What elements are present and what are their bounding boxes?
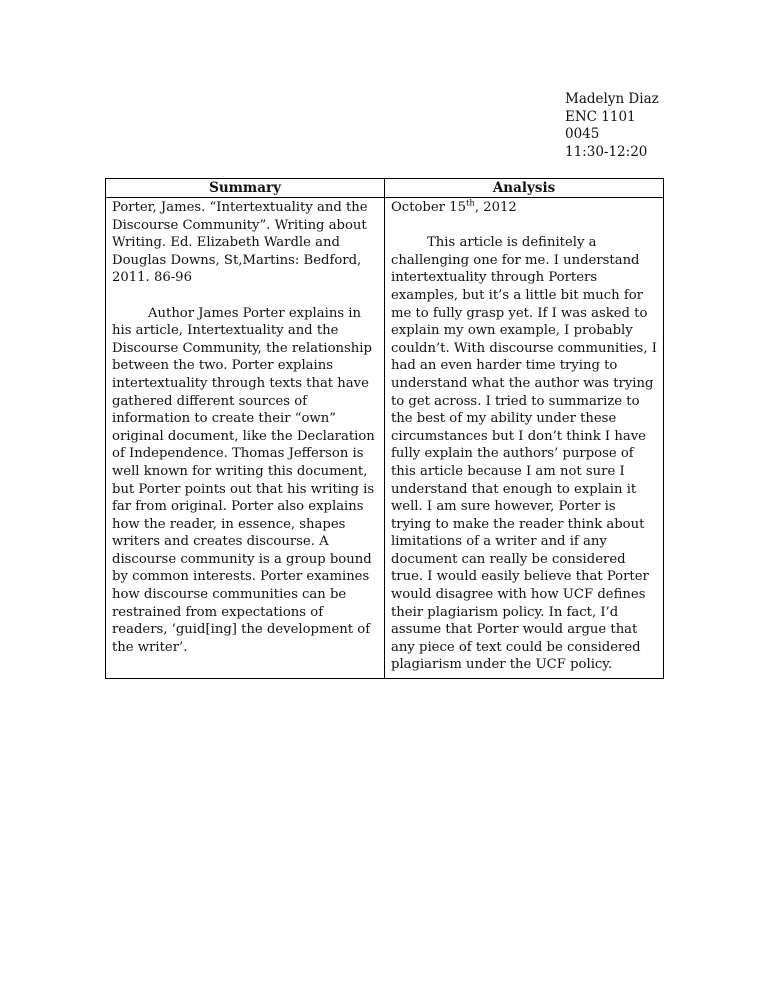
date-year: , 2012 xyxy=(474,200,517,215)
summary-body: Author James Porter explains in his article, Intertextuality and the Discourse Community, the relationship between the two. Porter explains intertextuality through texts that have gathered different sources of information to create their “own” original document, like the Declaration of Independence. Thomas Jefferson is well known for writing this document, but Porter points out that his writing is far from original. Porter also explains how the reader, in essence, shapes writers and creates discourse. A discourse community is a group bound by common interests. Porter examines how discourse communities can be restrained from expectations of readers, ‘guid[ing] the development of the writer’. xyxy=(112,305,375,655)
student-name: Madelyn Diaz xyxy=(565,91,659,107)
section-number: 0045 xyxy=(565,126,600,143)
date-month-day: October 15 xyxy=(391,200,466,215)
table-row xyxy=(106,198,664,679)
course-code: ENC 1101 xyxy=(565,108,636,125)
analysis-header: Analysis xyxy=(385,179,664,198)
summary-header: Summary xyxy=(106,179,385,198)
summary-analysis-table xyxy=(105,178,664,679)
table-header-row xyxy=(106,179,664,198)
analysis-body: This article is definitely a challenging one for me. I understand intertextuality through Porters examples, but it’s a little bit much for me to fully grasp yet. If I was asked to explain my own example, I probably couldn’t. With discourse communities, I had an even harder time trying to understand what the author was trying to get across. I tried to summarize to the best of my ability under these circumstances but I don’t think I have fully explain the authors’ purpose of this article because I am not sure I understand that enough to explain it well. I am sure however, Porter is trying to make the reader think about limitations of a writer and if any document can really be considered true. I would easily believe that Porter would disagree with how UCF defines their plagiarism policy. In fact, I’d assume that Porter would argue that any piece of text could be considered plagiarism under the UCF policy. xyxy=(391,235,657,673)
date-ordinal-suffix: th xyxy=(465,198,475,209)
student-header xyxy=(565,91,659,161)
analysis-date xyxy=(391,199,659,217)
analysis-cell xyxy=(385,198,664,679)
summary-citation: Porter, James. “Intertextuality and the Discourse Community”. Writing about Writing. Ed. Elizabeth Wardle and Douglas Downs, St,Martins: Bedford, 2011. 86-96 xyxy=(112,200,368,286)
summary-cell xyxy=(106,198,385,679)
class-time: 11:30-12:20 xyxy=(565,143,648,160)
